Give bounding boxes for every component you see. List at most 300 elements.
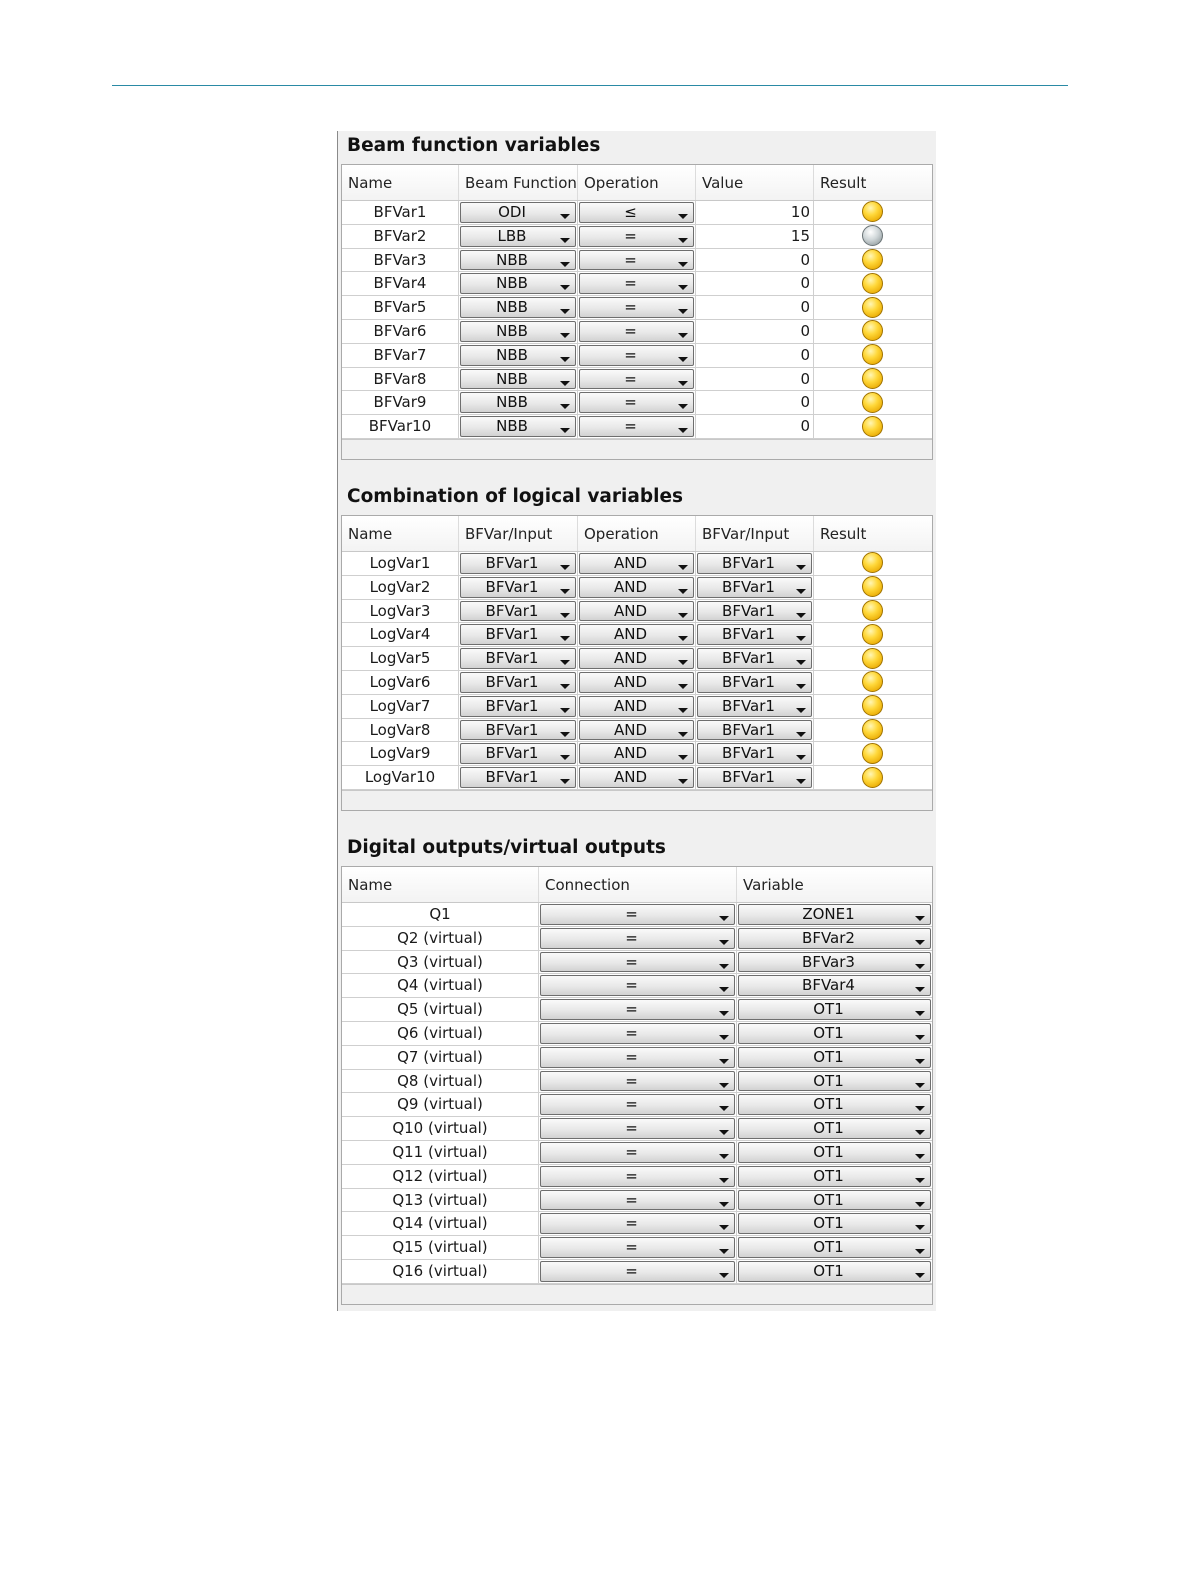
input-b-dropdown[interactable] [697, 720, 812, 741]
connection-value: = [625, 976, 638, 995]
input-a-cell [459, 647, 578, 670]
input-b-cell [696, 742, 814, 765]
variable-dropdown[interactable] [738, 952, 931, 973]
config-panel [337, 131, 936, 1311]
input-a-value: BFVar1 [485, 744, 539, 763]
table-row [342, 1022, 932, 1046]
beam-function-cell [459, 368, 578, 391]
operation-dropdown[interactable] [579, 553, 694, 574]
variable-value: OT1 [813, 1000, 844, 1019]
chevron-down-icon [915, 1202, 925, 1207]
row-name: BFVar5 [342, 296, 459, 319]
beam-function-cell [459, 296, 578, 319]
status-led-icon [862, 368, 883, 389]
input-b-dropdown[interactable] [697, 577, 812, 598]
input-a-dropdown[interactable] [460, 624, 576, 645]
input-a-dropdown[interactable] [460, 720, 576, 741]
variable-dropdown[interactable] [738, 999, 931, 1020]
chevron-down-icon [560, 357, 570, 362]
input-b-cell [696, 623, 814, 646]
operation-cell [578, 766, 696, 789]
table-row [342, 272, 932, 296]
operation-value: AND [613, 649, 648, 668]
connection-dropdown[interactable] [540, 1190, 735, 1211]
input-b-value: BFVar1 [722, 554, 775, 572]
operation-dropdown[interactable] [579, 672, 694, 693]
beam-function-dropdown[interactable] [460, 297, 576, 318]
operation-value: AND [613, 577, 648, 596]
result-cell [814, 296, 932, 319]
input-a-cell [459, 766, 578, 789]
input-b-value: BFVar1 [722, 577, 775, 596]
input-b-dropdown[interactable] [697, 743, 812, 764]
connection-dropdown[interactable] [540, 1094, 735, 1115]
input-a-dropdown[interactable] [460, 743, 576, 764]
beam-function-dropdown[interactable] [460, 202, 576, 223]
operation-cell [578, 647, 696, 670]
chevron-down-icon [678, 708, 688, 713]
outputs-footer [342, 1284, 932, 1304]
row-name: BFVar3 [342, 249, 459, 272]
operation-dropdown[interactable] [579, 202, 694, 223]
chevron-down-icon [678, 589, 688, 594]
input-b-value: BFVar1 [722, 744, 775, 763]
operation-value: AND [613, 744, 648, 763]
input-a-value: BFVar1 [485, 649, 539, 668]
connection-value: = [625, 1095, 638, 1114]
chevron-down-icon [560, 238, 570, 243]
operation-dropdown[interactable] [579, 416, 694, 437]
variable-dropdown[interactable] [738, 1047, 931, 1068]
row-name: BFVar2 [342, 225, 459, 248]
table-row [342, 1260, 932, 1284]
operation-dropdown[interactable] [579, 369, 694, 390]
operation-value: = [624, 369, 637, 388]
col-connection[interactable]: Connection [539, 867, 737, 902]
chevron-down-icon [678, 636, 688, 641]
value-field[interactable]: 0 [696, 320, 814, 343]
result-cell [814, 391, 932, 414]
input-b-value: BFVar1 [722, 720, 775, 739]
table-row [342, 600, 932, 624]
status-led-icon [862, 671, 883, 692]
input-a-value: BFVar1 [485, 768, 539, 787]
operation-cell [578, 320, 696, 343]
input-a-cell [459, 695, 578, 718]
chevron-down-icon [560, 732, 570, 737]
row-name: Q6 (virtual) [342, 1022, 539, 1045]
input-a-dropdown[interactable] [460, 648, 576, 669]
beam-function-value: NBB [496, 369, 528, 388]
beam-function-value: NBB [496, 393, 528, 412]
chevron-down-icon [560, 684, 570, 689]
table-row [342, 1212, 932, 1236]
status-led-icon [862, 297, 883, 318]
col-input-b[interactable]: BFVar/Input [696, 516, 814, 551]
row-name: Q7 (virtual) [342, 1046, 539, 1069]
connection-dropdown[interactable] [540, 928, 735, 949]
variable-dropdown[interactable] [738, 1142, 931, 1163]
input-b-dropdown[interactable] [697, 672, 812, 693]
chevron-down-icon [796, 636, 806, 641]
result-cell [814, 600, 932, 623]
row-name: LogVar10 [342, 766, 459, 789]
variable-cell [737, 998, 932, 1021]
chevron-down-icon [719, 987, 729, 992]
chevron-down-icon [719, 1178, 729, 1183]
col-variable[interactable]: Variable [743, 876, 804, 894]
operation-dropdown[interactable] [579, 345, 694, 366]
beam-function-dropdown[interactable] [460, 250, 576, 271]
connection-dropdown[interactable] [540, 1213, 735, 1234]
operation-value: AND [613, 672, 648, 691]
connection-dropdown[interactable] [540, 1237, 735, 1258]
chevron-down-icon [719, 1225, 729, 1230]
operation-dropdown[interactable] [579, 392, 694, 413]
col-result[interactable]: Result [820, 525, 867, 543]
operation-cell [578, 719, 696, 742]
operation-dropdown[interactable] [579, 648, 694, 669]
connection-dropdown[interactable] [540, 904, 735, 925]
chevron-down-icon [560, 428, 570, 433]
operation-dropdown[interactable] [579, 624, 694, 645]
table-row [342, 415, 932, 439]
operation-value: = [624, 417, 637, 436]
operation-dropdown[interactable] [579, 601, 694, 622]
chevron-down-icon [678, 238, 688, 243]
input-b-dropdown[interactable] [697, 601, 812, 622]
status-led-icon [862, 273, 883, 294]
connection-dropdown[interactable] [540, 952, 735, 973]
value-field[interactable]: 10 [696, 201, 814, 224]
chevron-down-icon [796, 589, 806, 594]
chevron-down-icon [719, 1011, 729, 1016]
variable-dropdown[interactable] [738, 1261, 931, 1282]
connection-dropdown[interactable] [540, 1047, 735, 1068]
result-cell [814, 719, 932, 742]
operation-dropdown[interactable] [579, 297, 694, 318]
input-b-dropdown[interactable] [697, 648, 812, 669]
chevron-down-icon [678, 428, 688, 433]
input-b-dropdown[interactable] [697, 767, 812, 788]
col-beam-function[interactable]: Beam Function [459, 165, 578, 200]
variable-dropdown[interactable] [738, 1237, 931, 1258]
row-name: Q15 (virtual) [342, 1236, 539, 1259]
table-row [342, 742, 932, 766]
operation-cell [578, 225, 696, 248]
operation-cell [578, 600, 696, 623]
table-row [342, 368, 932, 392]
variable-cell [737, 1093, 932, 1116]
logical-table [341, 515, 933, 811]
operation-dropdown[interactable] [579, 321, 694, 342]
input-a-value: BFVar1 [485, 696, 539, 715]
connection-dropdown[interactable] [540, 1142, 735, 1163]
chevron-down-icon [915, 1225, 925, 1230]
connection-dropdown[interactable] [540, 975, 735, 996]
chevron-down-icon [719, 1130, 729, 1135]
table-row [342, 320, 932, 344]
chevron-down-icon [915, 1249, 925, 1254]
connection-cell [539, 1165, 737, 1188]
row-name: LogVar7 [342, 695, 459, 718]
result-cell [814, 344, 932, 367]
variable-cell [737, 1236, 932, 1259]
variable-dropdown[interactable] [738, 1094, 931, 1115]
operation-dropdown[interactable] [579, 767, 694, 788]
input-a-dropdown[interactable] [460, 553, 576, 574]
chevron-down-icon [678, 309, 688, 314]
outputs-header [342, 867, 932, 903]
variable-value: OT1 [813, 1023, 844, 1042]
col-result[interactable]: Result [820, 174, 867, 192]
variable-dropdown[interactable] [738, 975, 931, 996]
chevron-down-icon [796, 779, 806, 784]
input-a-value: BFVar1 [485, 554, 539, 572]
beam-function-dropdown[interactable] [460, 416, 576, 437]
chevron-down-icon [796, 565, 806, 570]
operation-cell [578, 391, 696, 414]
beam-function-dropdown[interactable] [460, 392, 576, 413]
operation-dropdown[interactable] [579, 720, 694, 741]
beam-function-dropdown[interactable] [460, 321, 576, 342]
row-name: Q2 (virtual) [342, 927, 539, 950]
chevron-down-icon [560, 404, 570, 409]
input-b-cell [696, 719, 814, 742]
connection-value: = [625, 1261, 638, 1280]
value-field[interactable]: 0 [696, 391, 814, 414]
connection-cell [539, 903, 737, 926]
chevron-down-icon [678, 333, 688, 338]
variable-value: OT1 [813, 1214, 844, 1233]
result-cell [814, 225, 932, 248]
beam-function-value: NBB [496, 274, 528, 293]
table-row [342, 296, 932, 320]
col-name[interactable]: Name [342, 165, 459, 200]
variable-dropdown[interactable] [738, 1023, 931, 1044]
status-led-icon [862, 743, 883, 764]
connection-dropdown[interactable] [540, 1071, 735, 1092]
variable-value: OT1 [813, 1190, 844, 1209]
chevron-down-icon [678, 262, 688, 267]
beam-function-dropdown[interactable] [460, 273, 576, 294]
col-operation[interactable]: Operation [578, 516, 696, 551]
value-field[interactable]: 0 [696, 249, 814, 272]
input-a-cell [459, 576, 578, 599]
chevron-down-icon [678, 755, 688, 760]
operation-cell [578, 368, 696, 391]
chevron-down-icon [560, 708, 570, 713]
connection-dropdown[interactable] [540, 999, 735, 1020]
chevron-down-icon [915, 1273, 925, 1278]
beam-function-cell [459, 391, 578, 414]
value-field[interactable]: 0 [696, 344, 814, 367]
status-led-icon [862, 416, 883, 437]
input-b-cell [696, 552, 814, 575]
chevron-down-icon [560, 285, 570, 290]
variable-dropdown[interactable] [738, 928, 931, 949]
value-field[interactable]: 15 [696, 225, 814, 248]
col-value[interactable]: Value [696, 165, 814, 200]
input-a-dropdown[interactable] [460, 672, 576, 693]
input-a-dropdown[interactable] [460, 696, 576, 717]
table-row [342, 225, 932, 249]
input-b-value: BFVar1 [722, 768, 775, 787]
input-b-cell [696, 766, 814, 789]
variable-dropdown[interactable] [738, 1213, 931, 1234]
col-operation[interactable]: Operation [578, 165, 696, 200]
variable-value: OT1 [813, 1095, 844, 1114]
variable-cell [737, 974, 932, 997]
variable-dropdown[interactable] [738, 1166, 931, 1187]
operation-dropdown[interactable] [579, 226, 694, 247]
connection-cell [539, 1022, 737, 1045]
beam-function-value: ODI [498, 203, 526, 221]
chevron-down-icon [719, 1106, 729, 1111]
operation-dropdown[interactable] [579, 743, 694, 764]
connection-value: = [625, 1190, 638, 1209]
input-b-cell [696, 576, 814, 599]
input-a-cell [459, 600, 578, 623]
beam-function-cell [459, 344, 578, 367]
chevron-down-icon [796, 613, 806, 618]
table-row [342, 552, 932, 576]
variable-dropdown[interactable] [738, 1071, 931, 1092]
logical-header [342, 516, 932, 552]
operation-cell [578, 695, 696, 718]
row-name: Q10 (virtual) [342, 1117, 539, 1140]
result-cell [814, 552, 932, 575]
beam-function-value: NBB [496, 345, 528, 364]
table-row [342, 951, 932, 975]
table-row [342, 344, 932, 368]
connection-value: = [625, 952, 638, 971]
operation-value: AND [613, 625, 648, 644]
beam-function-cell [459, 415, 578, 438]
input-b-cell [696, 695, 814, 718]
connection-dropdown[interactable] [540, 1118, 735, 1139]
chevron-down-icon [678, 613, 688, 618]
chevron-down-icon [719, 1059, 729, 1064]
beam-function-value: NBB [496, 298, 528, 317]
variable-dropdown[interactable] [738, 904, 931, 925]
variable-dropdown[interactable] [738, 1118, 931, 1139]
connection-value: = [625, 1023, 638, 1042]
col-name[interactable]: Name [342, 867, 539, 902]
connection-value: = [625, 928, 638, 947]
beam-function-table [341, 164, 933, 460]
table-row [342, 1236, 932, 1260]
input-b-value: BFVar1 [722, 649, 775, 668]
chevron-down-icon [796, 660, 806, 665]
connection-dropdown[interactable] [540, 1166, 735, 1187]
input-b-dropdown[interactable] [697, 696, 812, 717]
input-a-value: BFVar1 [485, 720, 539, 739]
beam-function-dropdown[interactable] [460, 369, 576, 390]
col-input-a[interactable]: BFVar/Input [459, 516, 578, 551]
variable-cell [737, 903, 932, 926]
variable-cell [737, 1165, 932, 1188]
row-name: Q11 (virtual) [342, 1141, 539, 1164]
chevron-down-icon [560, 381, 570, 386]
operation-value: AND [613, 601, 648, 620]
chevron-down-icon [678, 404, 688, 409]
beam-function-footer [342, 439, 932, 459]
table-row [342, 391, 932, 415]
operation-cell [578, 344, 696, 367]
operation-value: AND [613, 768, 648, 787]
row-name: LogVar3 [342, 600, 459, 623]
input-a-dropdown[interactable] [460, 601, 576, 622]
input-a-dropdown[interactable] [460, 767, 576, 788]
connection-value: = [625, 1047, 638, 1066]
result-cell [814, 742, 932, 765]
operation-value: = [624, 345, 637, 364]
row-name: BFVar9 [342, 391, 459, 414]
chevron-down-icon [915, 1011, 925, 1016]
table-row [342, 576, 932, 600]
row-name: BFVar8 [342, 368, 459, 391]
connection-dropdown[interactable] [540, 1261, 735, 1282]
operation-dropdown[interactable] [579, 250, 694, 271]
operation-dropdown[interactable] [579, 696, 694, 717]
table-row [342, 1093, 932, 1117]
row-name: LogVar8 [342, 719, 459, 742]
status-led-icon [862, 344, 883, 365]
value-field[interactable]: 0 [696, 272, 814, 295]
connection-cell [539, 1093, 737, 1116]
input-b-dropdown[interactable] [697, 624, 812, 645]
chevron-down-icon [678, 779, 688, 784]
row-name: BFVar4 [342, 272, 459, 295]
input-b-dropdown[interactable] [697, 553, 812, 574]
variable-cell [737, 927, 932, 950]
value-field[interactable]: 0 [696, 368, 814, 391]
chevron-down-icon [719, 1249, 729, 1254]
operation-value: AND [613, 696, 648, 715]
chevron-down-icon [796, 708, 806, 713]
operation-dropdown[interactable] [579, 577, 694, 598]
table-row [342, 1117, 932, 1141]
input-a-dropdown[interactable] [460, 577, 576, 598]
operation-dropdown[interactable] [579, 273, 694, 294]
table-row [342, 623, 932, 647]
variable-dropdown[interactable] [738, 1190, 931, 1211]
value-field[interactable]: 0 [696, 296, 814, 319]
beam-function-dropdown[interactable] [460, 226, 576, 247]
chevron-down-icon [560, 333, 570, 338]
col-name[interactable]: Name [342, 516, 459, 551]
connection-dropdown[interactable] [540, 1023, 735, 1044]
chevron-down-icon [560, 309, 570, 314]
value-field[interactable]: 0 [696, 415, 814, 438]
variable-cell [737, 1141, 932, 1164]
chevron-down-icon [560, 565, 570, 570]
variable-value: OT1 [813, 1142, 844, 1161]
connection-value: = [625, 905, 638, 923]
connection-cell [539, 998, 737, 1021]
status-led-icon [862, 648, 883, 669]
status-led-icon [862, 552, 883, 573]
operation-value: ≤ [624, 203, 637, 221]
beam-function-dropdown[interactable] [460, 345, 576, 366]
input-a-value: BFVar1 [485, 672, 539, 691]
input-b-cell [696, 600, 814, 623]
connection-cell [539, 1260, 737, 1283]
row-name: Q16 (virtual) [342, 1260, 539, 1283]
row-name: BFVar10 [342, 415, 459, 438]
chevron-down-icon [678, 732, 688, 737]
